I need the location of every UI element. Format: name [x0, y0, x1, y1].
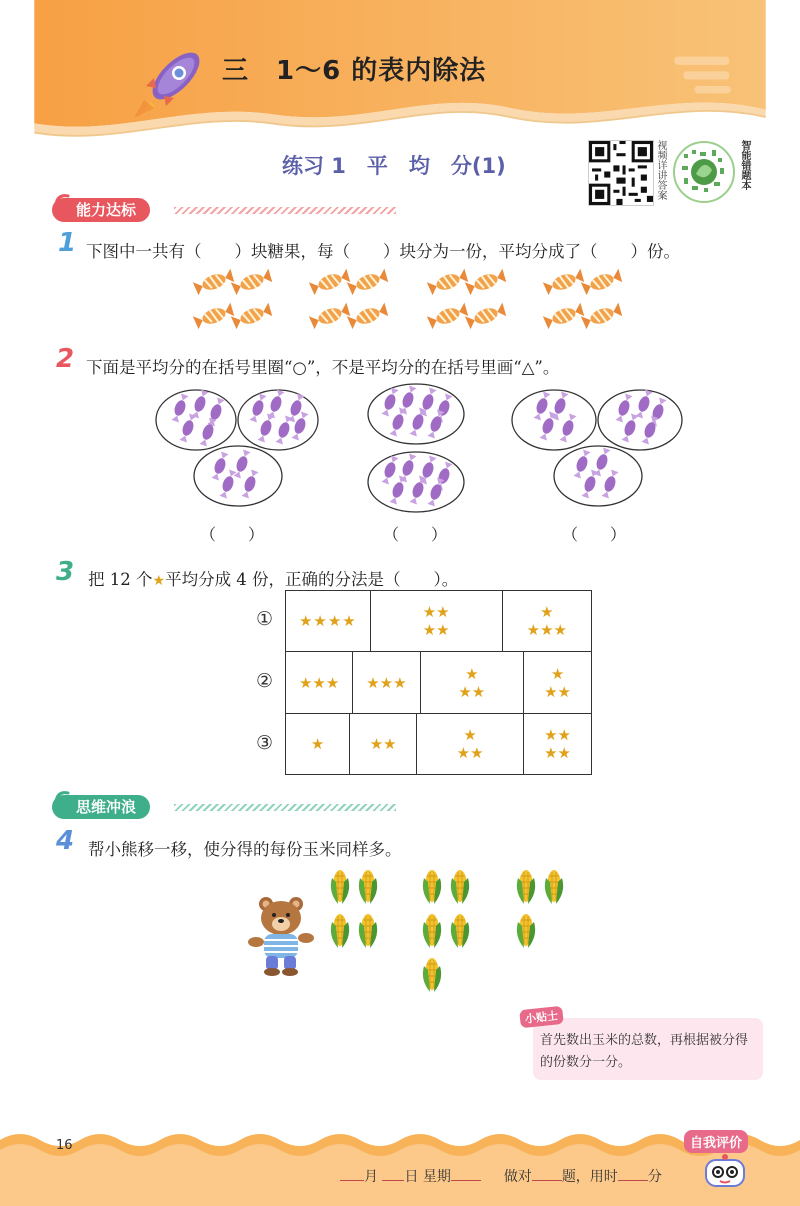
candy-group-4 [543, 269, 623, 330]
rocket-icon [132, 40, 212, 120]
weekday-label: 星期 [422, 1169, 451, 1185]
q3-cell: ★ ★★ [420, 652, 524, 714]
time-blank[interactable] [618, 1166, 648, 1181]
q3-cell: ★ ★★★ [502, 591, 591, 652]
q4-text: 帮小熊移一移，使分得的每份玉米同样多。 [88, 840, 402, 859]
star-icon: ★ [152, 573, 166, 589]
q3-grid-row-3 [285, 713, 592, 775]
section-ability-label: 能力达标 [52, 198, 150, 222]
unit-title: 三 1～6 的表内除法 [222, 56, 487, 86]
q4-number: 4 [56, 826, 75, 856]
q3-cell: ★★★★ [286, 591, 371, 652]
day-label: 日 [404, 1169, 419, 1185]
tip-title: 小贴士 [519, 1006, 564, 1028]
month-label: 月 [364, 1169, 378, 1185]
qr-label-video: 视频详讲答案 [655, 140, 666, 200]
q3-row-label-3: ③ [256, 732, 274, 754]
corn-illustration [326, 862, 566, 998]
questions-label: 题，用时 [561, 1169, 618, 1185]
minutes-label: 分 [647, 1169, 662, 1185]
lesson-title: 练习 1 平 均 分(1) [282, 154, 506, 178]
candy-group-1 [193, 269, 273, 330]
robot-mascot-icon [700, 1152, 750, 1192]
q2-candy-groups-illustration [150, 380, 690, 520]
tip-text: 首先数出玉米的总数，再根据被分得的份数分一分。 [540, 1033, 749, 1070]
q3-cell: ★ [286, 714, 350, 775]
q2-answer-1[interactable]: （ ） [200, 525, 265, 544]
self-eval-badge: 自我评价 [684, 1130, 748, 1153]
page-number: 16 [56, 1138, 73, 1153]
qr-label-error-book: 智能错题本 [739, 140, 750, 190]
section-thinking-swirl-icon [54, 789, 72, 803]
bear-illustration [246, 894, 316, 978]
q3-text [88, 566, 458, 590]
section-ability-stripe [174, 207, 396, 214]
section-thinking-label: 思维冲浪 [52, 795, 150, 819]
q3-grid-row-2 [285, 651, 592, 714]
smart-error-book-icon[interactable] [670, 138, 738, 206]
q1-candy-illustration [186, 266, 626, 336]
q3-row-label-1: ① [256, 608, 274, 630]
q2-answer-3[interactable]: （ ） [562, 525, 627, 544]
q1-text: 下图中一共有（ ）块糖果，每（ ）块分为一份，平均分成了（ ）份。 [86, 242, 680, 261]
q3-cell: ★ ★★ [524, 652, 592, 714]
candy-group-2 [309, 269, 389, 330]
section-ability-header [52, 198, 397, 222]
q3-cell: ★★ ★★ [524, 714, 592, 775]
candy-group-3 [427, 269, 507, 330]
q1-number: 1 [58, 228, 77, 258]
q3-row-label-2: ② [256, 670, 274, 692]
q3-text-after: 平均分成 4 份，正确的分法是（ ）。 [165, 570, 459, 589]
q3-number: 3 [56, 557, 75, 587]
q3-cell: ★★★ [286, 652, 353, 714]
day-blank[interactable] [382, 1166, 404, 1181]
q3-text-before: 把 12 个 [88, 570, 153, 589]
correct-label: 做对 [503, 1169, 532, 1185]
qr-code-video-icon[interactable] [588, 140, 654, 206]
section-thinking-header [52, 795, 397, 819]
section-ability-swirl-icon [54, 192, 72, 206]
q2-number: 2 [56, 344, 75, 374]
weekday-blank[interactable] [451, 1166, 481, 1181]
q2-text: 下面是平均分的在括号里圈“○”，不是平均分的在括号里画“△”。 [86, 358, 560, 377]
section-thinking-stripe [174, 804, 396, 811]
footer-self-eval-line [340, 1166, 662, 1186]
correct-blank[interactable] [532, 1166, 562, 1181]
q3-cell: ★★ [350, 714, 417, 775]
q3-grid-row-1 [285, 590, 592, 652]
q3-cell: ★★★ [353, 652, 420, 714]
q2-answer-2[interactable]: （ ） [383, 525, 448, 544]
month-blank[interactable] [340, 1166, 364, 1181]
q3-cell: ★★ ★★ [370, 591, 502, 652]
q3-cell: ★ ★★ [417, 714, 524, 775]
